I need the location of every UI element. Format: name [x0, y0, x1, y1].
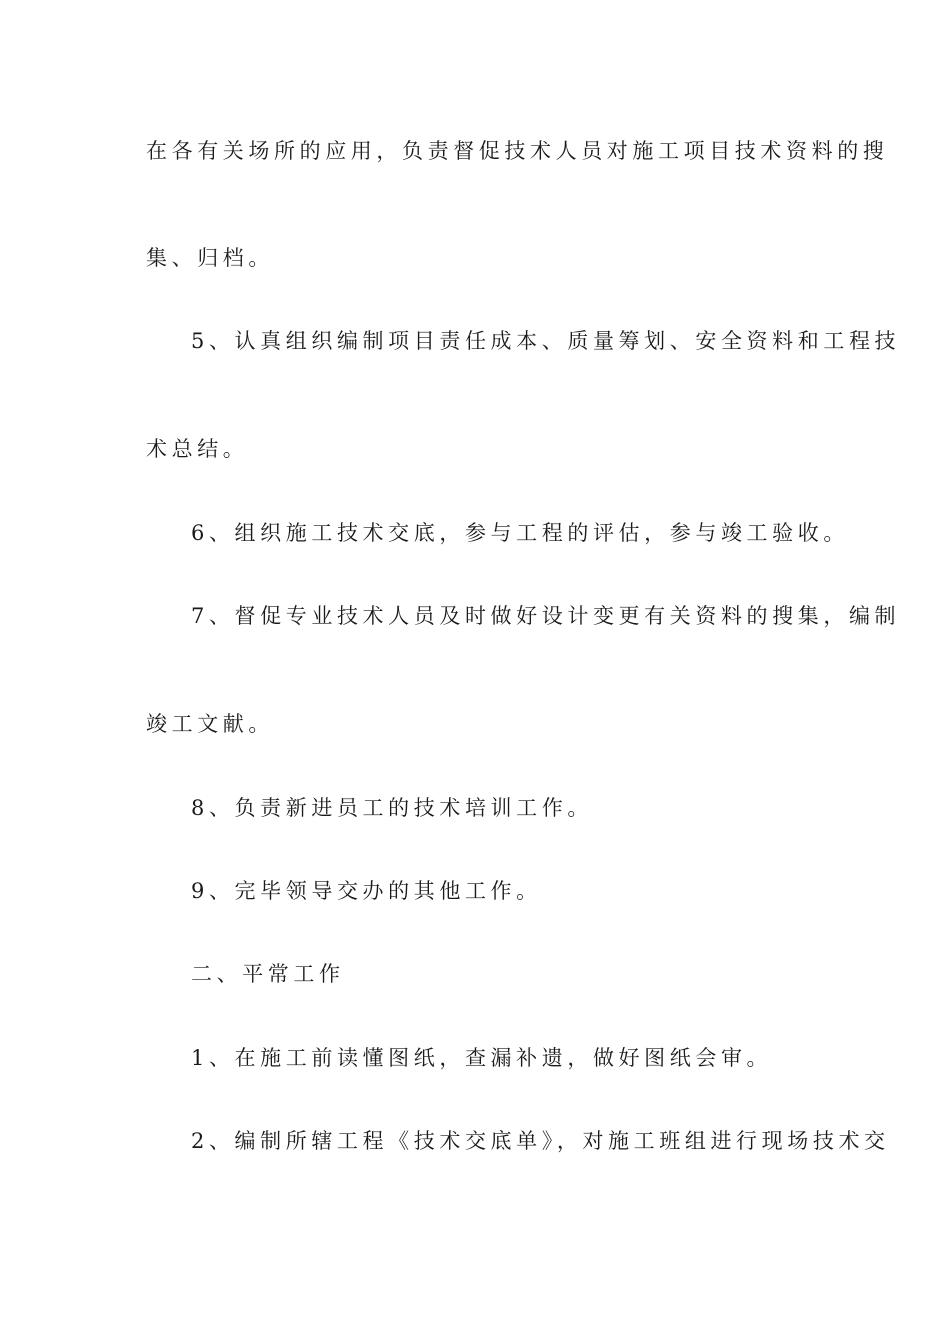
list-item-5: 5、认真组织编制项目责任成本、质量筹划、安全资料和工程技 [191, 329, 901, 353]
list-item-1: 1、在施工前读懂图纸，查漏补遗，做好图纸会审。 [191, 1046, 773, 1070]
list-item-2: 2、编制所辖工程《技术交底单》，对施工班组进行现场技术交 [191, 1129, 890, 1153]
list-item-6: 6、组织施工技术交底，参与工程的评估，参与竣工验收。 [191, 521, 849, 545]
paragraph-line: 术总结。 [146, 437, 249, 461]
list-item-9: 9、完毕领导交办的其他工作。 [191, 879, 542, 903]
list-item-7: 7、督促专业技术人员及时做好设计变更有关资料的搜集，编制 [191, 604, 901, 628]
section-heading: 二、平常工作 [191, 962, 345, 986]
paragraph-line: 集、归档。 [146, 246, 274, 270]
paragraph-line: 竣工文献。 [146, 712, 274, 736]
paragraph-line: 在各有关场所的应用，负责督促技术人员对施工项目技术资料的搜 [146, 139, 889, 163]
list-item-8: 8、负责新进员工的技术培训工作。 [191, 796, 593, 820]
